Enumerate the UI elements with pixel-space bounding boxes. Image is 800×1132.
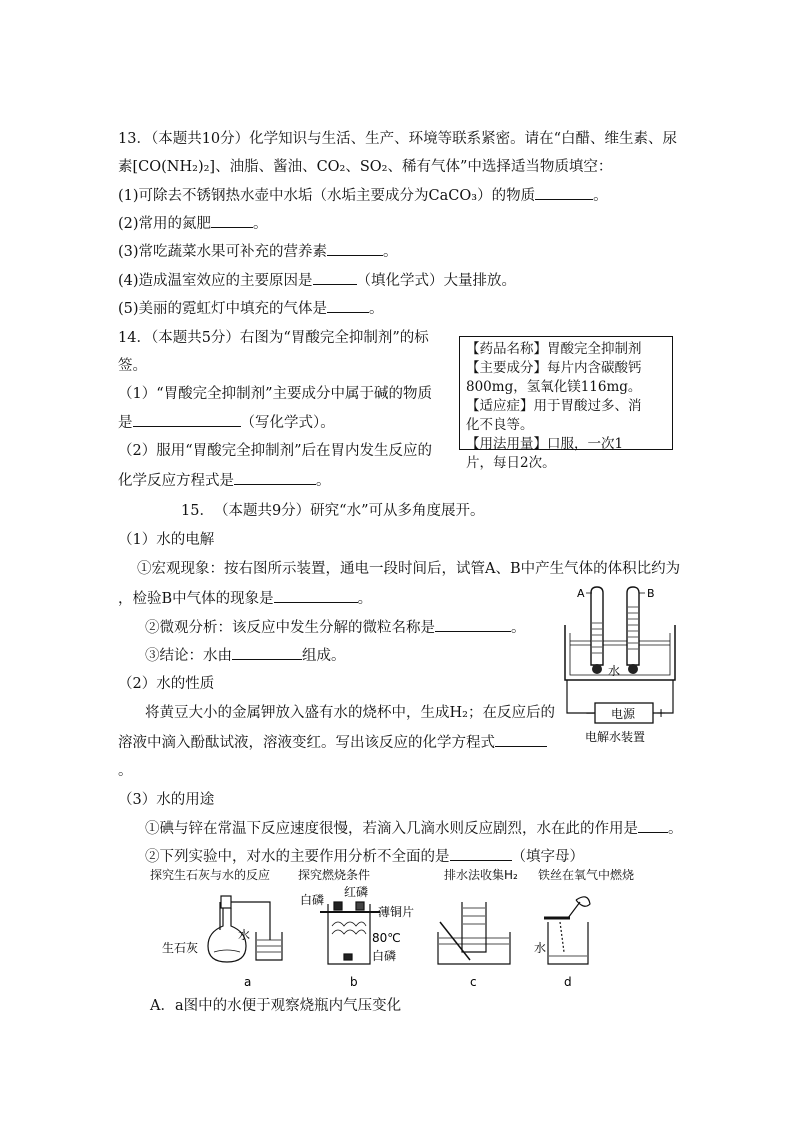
answer-blank[interactable] — [450, 846, 512, 861]
q13-item4-text: (4)造成温室效应的主要原因是 — [118, 273, 313, 289]
label-plus: + — [656, 706, 667, 720]
q15-c1-end: 。 — [668, 821, 683, 837]
exp-c-letter: c — [470, 975, 477, 989]
q13-item2-end: 。 — [253, 216, 268, 232]
q15-a1b — [118, 588, 372, 609]
electrolysis-caption: 电解水装置 — [585, 730, 646, 744]
label-a: A — [577, 587, 585, 600]
answer-blank[interactable] — [495, 732, 547, 747]
q14-part1b — [118, 412, 335, 433]
q13-line1: 13．（本题共10分）化学知识与生活、生产、环境等联系紧密。请在“白醋、维生素、尿 — [118, 131, 678, 147]
exp-b-figure — [320, 902, 380, 964]
label-line: 片，每日2次。 — [466, 455, 556, 471]
q15-b1: 将黄豆大小的金属钾放入盛有水的烧杯中，生成H₂；在反应后的 — [145, 705, 555, 721]
q15-b3: 。 — [118, 763, 133, 779]
label-water: 水 — [608, 664, 621, 678]
q15-a1b-end: 。 — [357, 591, 373, 607]
q14-part2b-text: 化学反应方程式是 — [118, 473, 234, 489]
answer-blank[interactable] — [234, 470, 316, 485]
answer-blank[interactable] — [535, 185, 593, 200]
exp-d-water: 水 — [534, 941, 547, 955]
label-minus: − — [585, 706, 596, 720]
q13-line2: 素[CO(NH₂)₂]、油脂、酱油、CO₂、SO₂、稀有气体”中选择适当物质填空： — [118, 159, 613, 175]
exp-a-letter: a — [244, 975, 252, 989]
q15-a3-text: ③结论：水由 — [145, 648, 232, 664]
q13-item1 — [118, 185, 608, 206]
q15-title: 15． （本题共9分）研究“水”可从多角度展开。 — [181, 503, 485, 519]
q15-c2 — [145, 846, 584, 867]
experiment-figures — [140, 882, 700, 990]
label-line: 【适应症】用于胃酸过多、消 — [466, 398, 642, 414]
tube-b — [627, 587, 639, 665]
q15-a3 — [145, 645, 346, 666]
q15-heading3: （3）水的用途 — [118, 792, 215, 808]
q13-item3-text: (3)常吃蔬菜水果可补充的营养素 — [118, 244, 328, 260]
q15-heading2: （2）水的性质 — [118, 676, 215, 692]
q13-item1-text: (1)可除去不锈钢热水壶中水垢（水垢主要成分为CaCO₃）的物质 — [118, 188, 536, 204]
q15-c1-text: ①碘与锌在常温下反应速度很慢，若滴入几滴水则反应剧烈，水在此的作用是 — [145, 821, 638, 837]
exp-c-title: 排水法收集H₂ — [444, 868, 518, 882]
answer-blank[interactable] — [435, 617, 511, 632]
q15-heading1: （1）水的电解 — [118, 532, 215, 548]
answer-blank[interactable] — [313, 270, 357, 285]
q15-a2 — [145, 617, 526, 638]
q14-part1b-text: 是 — [118, 415, 133, 431]
answer-blank[interactable] — [638, 818, 668, 833]
q13-item2-text: (2)常用的氮肥 — [118, 216, 212, 232]
exp-d-letter: d — [564, 975, 572, 989]
exp-a-title: 探究生石灰与水的反应 — [150, 868, 271, 882]
q15-option-a: A．a图中的水便于观察烧瓶内气压变化 — [150, 998, 402, 1014]
q15-a3-end: 组成。 — [302, 648, 346, 664]
answer-blank[interactable] — [211, 213, 253, 228]
q13-item2 — [118, 213, 268, 234]
answer-blank[interactable] — [232, 645, 302, 660]
label-line: 【药品名称】胃酸完全抑制剂 — [466, 341, 642, 357]
q14-part1b-end: （写化学式）。 — [240, 415, 335, 431]
exp-c-figure — [438, 902, 510, 964]
q13-item3-end: 。 — [383, 244, 398, 260]
q14-part2a: （2）服用“胃酸完全抑制剂”后在胃内发生反应的 — [118, 443, 433, 459]
q13-item4-end: （填化学式）大量排放。 — [356, 273, 517, 289]
exp-b-whitep-bottom: 白磷 — [372, 949, 397, 963]
q15-a1: ①宏观现象：按右图所示装置，通电一段时间后，试管A、B中产生气体的体积比约为 — [137, 561, 681, 577]
exp-b-title: 探究燃烧条件 — [298, 868, 371, 882]
q13-item3 — [118, 241, 398, 262]
q14-part2b — [118, 470, 331, 491]
q15-a1b-text: ，检验B中气体的现象是 — [118, 591, 274, 607]
q13-item1-end: 。 — [593, 188, 608, 204]
electrode-a — [592, 664, 602, 674]
label-line: 【主要成分】每片内含碳酸钙 — [466, 360, 642, 376]
label-line: 【用法用量】口服，一次1 — [466, 436, 624, 452]
answer-blank[interactable] — [327, 241, 383, 256]
q15-a2-text: ②微观分析：该反应中发生分解的微粒名称是 — [145, 620, 435, 636]
exp-b-whitep-top: 白磷 — [300, 893, 325, 907]
electrolysis-apparatus — [555, 585, 695, 745]
q13-item4 — [118, 270, 516, 291]
answer-blank[interactable] — [274, 588, 358, 603]
q14-part2b-end: 。 — [316, 473, 331, 489]
label-line: 化不良等。 — [466, 417, 534, 433]
medicine-label — [459, 336, 673, 471]
q15-c2-end: （填字母） — [511, 849, 584, 865]
q13-item5-text: (5)美丽的霓虹灯中填充的气体是 — [118, 301, 328, 317]
label-line: 800mg，氢氧化镁116mg。 — [466, 379, 642, 395]
q15-c1 — [145, 818, 683, 839]
exp-b-copper: 薄铜片 — [378, 905, 415, 919]
q13-item5-end: 。 — [369, 301, 384, 317]
q15-b2 — [118, 732, 547, 753]
exp-b-temp: 80℃ — [372, 931, 401, 945]
q14-line1: 14．（本题共5分）右图为“胃酸完全抑制剂”的标 — [118, 330, 429, 346]
electrode-b — [628, 664, 638, 674]
q14-line2: 签。 — [118, 358, 147, 374]
exp-b-redp: 红磷 — [344, 885, 369, 899]
label-power: 电源 — [611, 707, 636, 721]
answer-blank[interactable] — [133, 412, 241, 427]
exp-a-quicklime: 生石灰 — [162, 941, 199, 955]
answer-blank[interactable] — [327, 298, 369, 313]
q15-c2-text: ②下列实验中，对水的主要作用分析不全面的是 — [145, 849, 450, 865]
exp-b-letter: b — [350, 975, 358, 989]
label-b: B — [647, 587, 655, 600]
exp-d-figure — [544, 897, 590, 964]
exp-d-title: 铁丝在氧气中燃烧 — [538, 868, 635, 882]
exp-a-water: 水 — [238, 928, 251, 942]
q14-part1a: （1）“胃酸完全抑制剂”主要成分中属于碱的物质 — [118, 386, 433, 402]
q13-item5 — [118, 298, 384, 319]
q15-b2-text: 溶液中滴入酚酞试液，溶液变红。写出该反应的化学方程式 — [118, 735, 495, 751]
q15-a2-end: 。 — [511, 620, 526, 636]
